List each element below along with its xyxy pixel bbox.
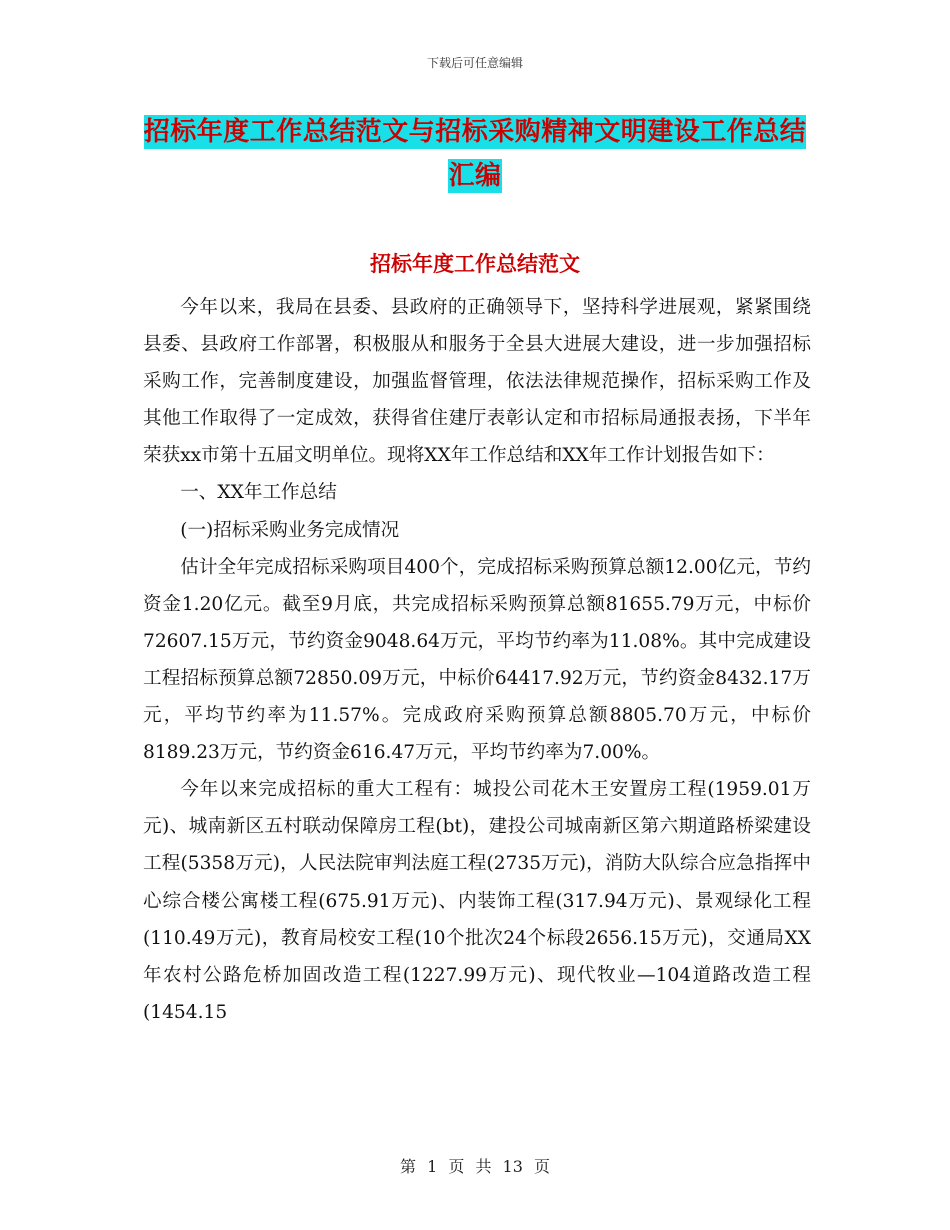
document-body bbox=[143, 289, 811, 1031]
section-title: 招标年度工作总结范文 bbox=[370, 252, 580, 276]
heading-section-one: 一、XX年工作总结 bbox=[180, 482, 337, 504]
paragraph-budget-stats: 估计全年完成招标采购项目400个，完成招标采购预算总额12.00亿元，节约资金1.20亿元。截至9月底，共完成招标采购预算总额81655.79万元，中标价72607.15万元，节约资金9048.64万元，平均节约率为11.08%。其中完成建设工程招标预算总额72850.09万元，中标价64417.92万元，节约资金8432.17万元，平均节约率为11.57%。完成政府采购预算总额8805.70万元，中标价8189.23万元，节约资金616.47万元，平均节约率为7.00%。 bbox=[143, 556, 811, 764]
header-note: 下载后可任意编辑 bbox=[426, 56, 523, 70]
page-footer: 第 1 页 共 13 页 bbox=[400, 1157, 550, 1176]
document-title-text: 招标年度工作总结范文与招标采购精神文明建设工作总结汇编 bbox=[143, 117, 807, 191]
document-title bbox=[140, 110, 810, 198]
paragraph-major-projects: 今年以来完成招标的重大工程有：城投公司花木王安置房工程(1959.01万元)、城南新区五村联动保障房工程(bt)，建投公司城南新区第六期道路桥梁建设工程(5358万元)，人民法院审判法庭工程(2735万元)，消防大队综合应急指挥中心综合楼公寓楼工程(675.91万元)、内装饰工程(317.94万元)、景观绿化工程(110.49万元)，教育局校安工程(10个批次24个标段2656.15万元)，交通局XX年农村公路危桥加固改造工程(1227.99万元)、现代牧业—104道路改造工程(1454.15 bbox=[143, 779, 811, 1023]
heading-subsection-one: (一)招标采购业务完成情况 bbox=[180, 519, 400, 541]
paragraph-intro: 今年以来，我局在县委、县政府的正确领导下，坚持科学进展观，紧紧围绕县委、县政府工作部署，积极服从和服务于全县大进展大建设，进一步加强招标采购工作，完善制度建设，加强监督管理，依法法律规范操作，招标采购工作及其他工作取得了一定成效，获得省住建厅表彰认定和市招标局通报表扬，下半年荣获xx市第十五届文明单位。现将XX年工作总结和XX年工作计划报告如下： bbox=[143, 297, 811, 467]
